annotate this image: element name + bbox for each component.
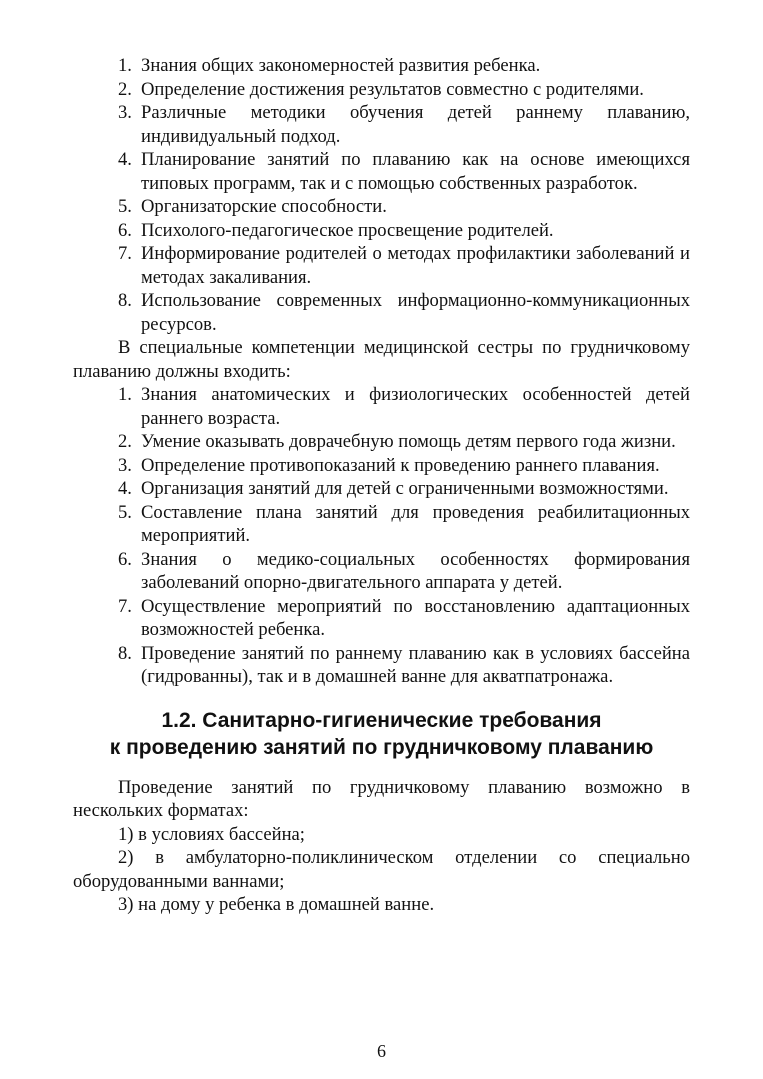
list-item-text: Умение оказывать доврачебную помощь детям первого года жизни.	[141, 431, 676, 452]
list-item-text: Осуществление мероприятий по восстановлению адаптационных возможностей ребенка.	[141, 595, 690, 640]
list-item-number: 6.	[118, 548, 132, 570]
list-item	[73, 148, 690, 195]
list-item-text: Информирование родителей о методах профилактики заболеваний и методах закаливания.	[141, 243, 690, 288]
list-item-number: 5.	[118, 501, 132, 523]
list-item-number: 8.	[118, 290, 132, 311]
skills-list	[73, 54, 690, 336]
list-item-text: Различные методики обучения детей раннему плаванию, индивидуальный подход.	[141, 102, 690, 147]
list-item-text: Знания о медико-социальных особенностях формирования заболеваний опорно-двигательного аппарата у детей.	[141, 548, 690, 593]
list-item	[73, 454, 690, 478]
list-item-number: 1.	[118, 384, 132, 405]
list-item-text: Использование современных информационно-коммуникационных ресурсов.	[141, 290, 690, 335]
formats-intro: Проведение занятий по грудничковому плаванию возможно в нескольких форматах:	[73, 776, 690, 821]
list-item-number: 4.	[118, 149, 132, 170]
list-item-number: 7.	[118, 595, 132, 617]
format-item: 2) в амбулаторно-поликлиническом отделении со специально оборудованными ваннами;	[73, 847, 690, 892]
nurse-competencies-list	[73, 383, 690, 689]
format-item: 1) в условиях бассейна;	[118, 823, 305, 845]
list-item-number: 3.	[118, 454, 132, 476]
list-item-text: Составление плана занятий для проведения реабилитационных мероприятий.	[141, 501, 690, 546]
list-item-number: 1.	[118, 55, 132, 76]
page-content	[73, 54, 690, 917]
list-item-text: Проведение занятий по раннему плаванию как в условиях бассейна (гидрованны), так и в домашней ванне для акватпатронажа.	[141, 642, 690, 687]
format-item: 3) на дому у ребенка в домашней ванне.	[118, 894, 435, 915]
list-item-number: 8.	[118, 642, 132, 664]
section-heading	[73, 707, 690, 761]
list-item-number: 4.	[118, 478, 132, 499]
list-item	[73, 642, 690, 689]
list-item	[73, 54, 690, 78]
list-item-text: Определение достижения результатов совместно с родителями.	[141, 78, 644, 100]
list-item-number: 6.	[118, 219, 132, 241]
list-item-number: 7.	[118, 243, 132, 264]
list-item	[73, 430, 690, 454]
nurse-competencies-intro: В специальные компетенции медицинской сестры по грудничковому плаванию должны входить:	[73, 337, 690, 382]
list-item-number: 3.	[118, 102, 132, 123]
list-item	[73, 101, 690, 148]
list-item	[73, 595, 690, 642]
list-item-number: 5.	[118, 196, 132, 217]
section-heading-line-1: 1.2. Санитарно-гигиенические требования	[161, 708, 602, 732]
page-number: 6	[377, 1041, 386, 1061]
list-item	[73, 78, 690, 102]
list-item	[73, 289, 690, 336]
list-item	[73, 383, 690, 430]
list-item	[73, 195, 690, 219]
list-item	[73, 501, 690, 548]
list-item-text: Знания общих закономерностей развития ребенка.	[141, 55, 541, 76]
list-item-text: Психолого-педагогическое просвещение родителей.	[141, 219, 554, 241]
list-item-text: Знания анатомических и физиологических особенностей детей раннего возраста.	[141, 384, 690, 429]
list-item-text: Организация занятий для детей с ограниченными возможностями.	[141, 478, 669, 499]
section-heading-line-2: к проведению занятий по грудничковому плаванию	[109, 735, 654, 759]
list-item-number: 2.	[118, 431, 132, 452]
list-item	[73, 477, 690, 501]
list-item-text: Организаторские способности.	[141, 196, 387, 217]
list-item-text: Планирование занятий по плаванию как на основе имеющихся типовых программ, так и с помощью собственных разработок.	[141, 149, 690, 194]
list-item-number: 2.	[118, 78, 132, 100]
list-item-text: Определение противопоказаний к проведению раннего плавания.	[141, 454, 660, 476]
list-item	[73, 242, 690, 289]
list-item	[73, 219, 690, 243]
list-item	[73, 548, 690, 595]
